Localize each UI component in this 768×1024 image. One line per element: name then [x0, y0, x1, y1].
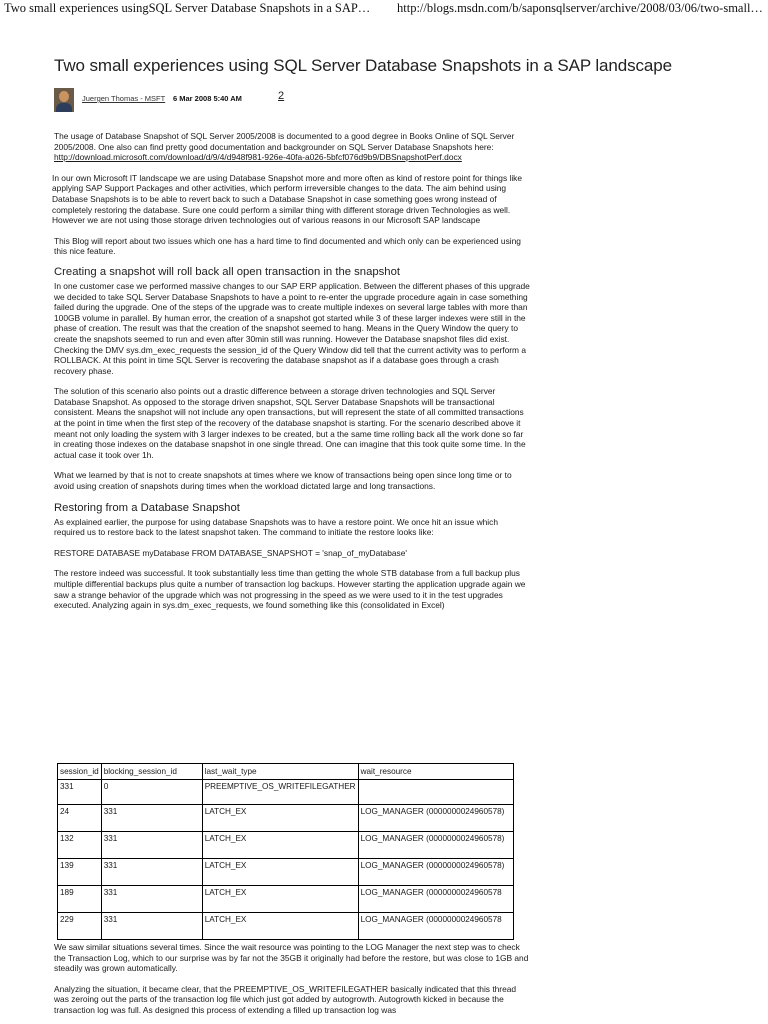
section-heading-rollback: Creating a snapshot will roll back all open transaction in the snapshot: [54, 265, 401, 278]
avatar-head: [59, 91, 69, 102]
table-cell: 132: [58, 832, 102, 859]
table-row: [58, 780, 514, 805]
table-cell: 139: [58, 859, 102, 886]
paragraph-analysis: Analyzing the situation, it became clear, that the PREEMPTIVE_OS_WRITEFILEGATHER basically indicated that this thread was zeroing out the parts of the transaction log file which just got added by autogrowth. Autogrowth kicked in because the transaction log was full. As designed this process of extending a filled up transaction log was: [54, 983, 517, 1015]
post-content-continued: [54, 942, 530, 1016]
table-cell: LOG_MANAGER (0000000024960578: [358, 913, 513, 940]
author-avatar[interactable]: [54, 88, 74, 112]
table-cell: 331: [101, 886, 202, 913]
table-cell: LOG_MANAGER (0000000024960578): [358, 805, 513, 832]
author-link[interactable]: Juergen Thomas - MSFT: [82, 94, 166, 103]
column-header: session_id: [58, 764, 102, 780]
table-row: [58, 913, 514, 940]
table-row: [58, 832, 514, 859]
post-title[interactable]: Two small experiences using SQL Server Database Snapshots in a SAP landscape: [54, 56, 672, 75]
column-header: blocking_session_id: [101, 764, 202, 780]
table-header-row: [58, 764, 514, 780]
table-cell: 189: [58, 886, 102, 913]
post-content: [52, 56, 672, 611]
print-header-url: http://blogs.msdn.com/b/saponsqlserver/archive/2008/03/06/two-small…: [397, 1, 763, 15]
table-cell: 331: [101, 805, 202, 832]
table-cell: LATCH_EX: [202, 859, 358, 886]
section-heading-restore: Restoring from a Database Snapshot: [54, 501, 240, 514]
table-cell: 331: [58, 780, 102, 805]
paragraph-intro: [54, 131, 530, 163]
snapshot-doc-link[interactable]: http://download.microsoft.com/download/d/9/4/d948f981-926e-40fa-a026-5bfcf076d9b9/DBSnapshotPerf.docx: [54, 152, 462, 163]
table-cell: LATCH_EX: [202, 832, 358, 859]
comment-count-link[interactable]: 2: [278, 90, 285, 102]
paragraph-log-manager: We saw similar situations several times. Since the wait resource was pointing to the LOG Manager the next step was to check the Transaction Log, which to our surprise was by far not the 35GB it originally had before the restore, but was close to 1GB and steadily was grown automatically.: [54, 942, 529, 974]
post-date: 6 Mar 2008 5:40 AM: [173, 94, 242, 103]
table-cell: PREEMPTIVE_OS_WRITEFILEGATHER: [202, 780, 358, 805]
table-cell: 331: [101, 832, 202, 859]
table-cell: 331: [101, 859, 202, 886]
table-cell: LATCH_EX: [202, 805, 358, 832]
table-cell: LATCH_EX: [202, 886, 358, 913]
paragraph-restore-purpose: As explained earlier, the purpose for using database Snapshots was to have a restore point. We once hit an issue which required us to restore back to the latest snapshot taken. The command to initiate the restore looks like:: [54, 516, 498, 538]
table-cell: 24: [58, 805, 102, 832]
table-cell: [358, 780, 513, 805]
table-cell: LOG_MANAGER (0000000024960578): [358, 832, 513, 859]
restore-command: RESTORE DATABASE myDatabase FROM DATABASE_SNAPSHOT = 'snap_of_myDatabase': [54, 547, 407, 558]
table-cell: 0: [101, 780, 202, 805]
table-row: [58, 805, 514, 832]
column-header: last_wait_type: [202, 764, 358, 780]
column-header: wait_resource: [358, 764, 513, 780]
byline: [54, 88, 530, 114]
table-cell: LATCH_EX: [202, 913, 358, 940]
wait-stats-table: [57, 763, 514, 940]
avatar-shirt: [56, 103, 72, 112]
paragraph-restore-result: The restore indeed was successful. It took substantially less time than getting the whole STB database from a full backup plus multiple differential backups plus quite a number of transaction log backups. However starting the application upgrade again we saw a strange behavior of the upgrade which was not progressing in the speed as we were used to it in the test upgrades executed. Analyzing again in sys.dm_exec_requests, we found something like this (consolidated in Excel): [54, 568, 526, 611]
paragraph-intro-text: The usage of Database Snapshot of SQL Server 2005/2008 is documented to a good degree in Books Online of SQL Server 2005/2008. One also can find pretty good documentation and backgrounder on SQL Server Database Snapshots here:: [54, 131, 515, 152]
paragraph-landscape: In our own Microsoft IT landscape we are using Database Snapshot more and more often as kind of restore point for things like applying SAP Support Packages and other activities, which perform irreversible changes to the data. The aim behind using Database Snapshots is to be able to revert back to such a Database Snapshot in case something goes wrong instead of completely restoring the database. Sure one could perform a similar thing with different storage driven Technologies as well. However we are not using those storage driven technologies out of various reasons in our Microsoft SAP landscape: [52, 172, 523, 226]
print-header: [0, 0, 768, 18]
table-row: [58, 859, 514, 886]
paragraph-lesson: What we learned by that is not to create snapshots at times where we know of transactions being open since long time or to avoid using creation of snapshots during times when the workload dictated large and long transactions.: [54, 470, 512, 492]
table-cell: 229: [58, 913, 102, 940]
table-row: [58, 886, 514, 913]
table-cell: LOG_MANAGER (0000000024960578): [358, 859, 513, 886]
paragraph-solution: The solution of this scenario also points out a drastic difference between a storage driven technologies and SQL Server Database Snapshot. As opposed to the storage driven snapshot, SQL Server Database Snapshots will be transactional consistent. Means the snapshot will not include any open transactions, but will represent the state of all committed transactions at the point in time when the first step of the recovery of the database snapshot is starting. For the scenario described above it meant not only loading the system with 3 larger indexes to be created, but a the same time rolling back all the work done so far in creating those indexes on the database snapshot in one single thread. One can imagine that this took quite some time. In the actual case it took over 1h.: [54, 386, 526, 460]
paragraph-customer-case: In one customer case we performed massive changes to our SAP ERP application. Between the different phases of this upgrade we decided to take SQL Server Database Snapshots to have a point to re-enter the upgrade procedure again in case something failed during the upgrade. One of the steps of the upgrade was to create multiple indexes on several large tables with more than 100GB volume in parallel. By human error, the creation of a snapshot got started while 3 of these larger indexes were still in the phase of creation. The result was that the creation of the snapshot seemed to hang. Means in the Query Window the query to create the snapshots seemed to run and even after 30min still was running. However the Database snapshot files did exist. Checking the DMV sys.dm_exec_requests the session_id of the Query Window did tell that the current activity was to perform a ROLLBACK. At this point in time SQL Server is recovering the database snapshot as if a database goes through a crash recovery phase.: [54, 280, 530, 376]
print-header-title: Two small experiences usingSQL Server Database Snapshots in a SAP…: [4, 1, 371, 15]
table-cell: 331: [101, 913, 202, 940]
table-cell: LOG_MANAGER (0000000024960578: [358, 886, 513, 913]
paragraph-blog-scope: This Blog will report about two issues which one has a hard time to find documented and which only can be experienced using this nice feature.: [54, 235, 521, 257]
